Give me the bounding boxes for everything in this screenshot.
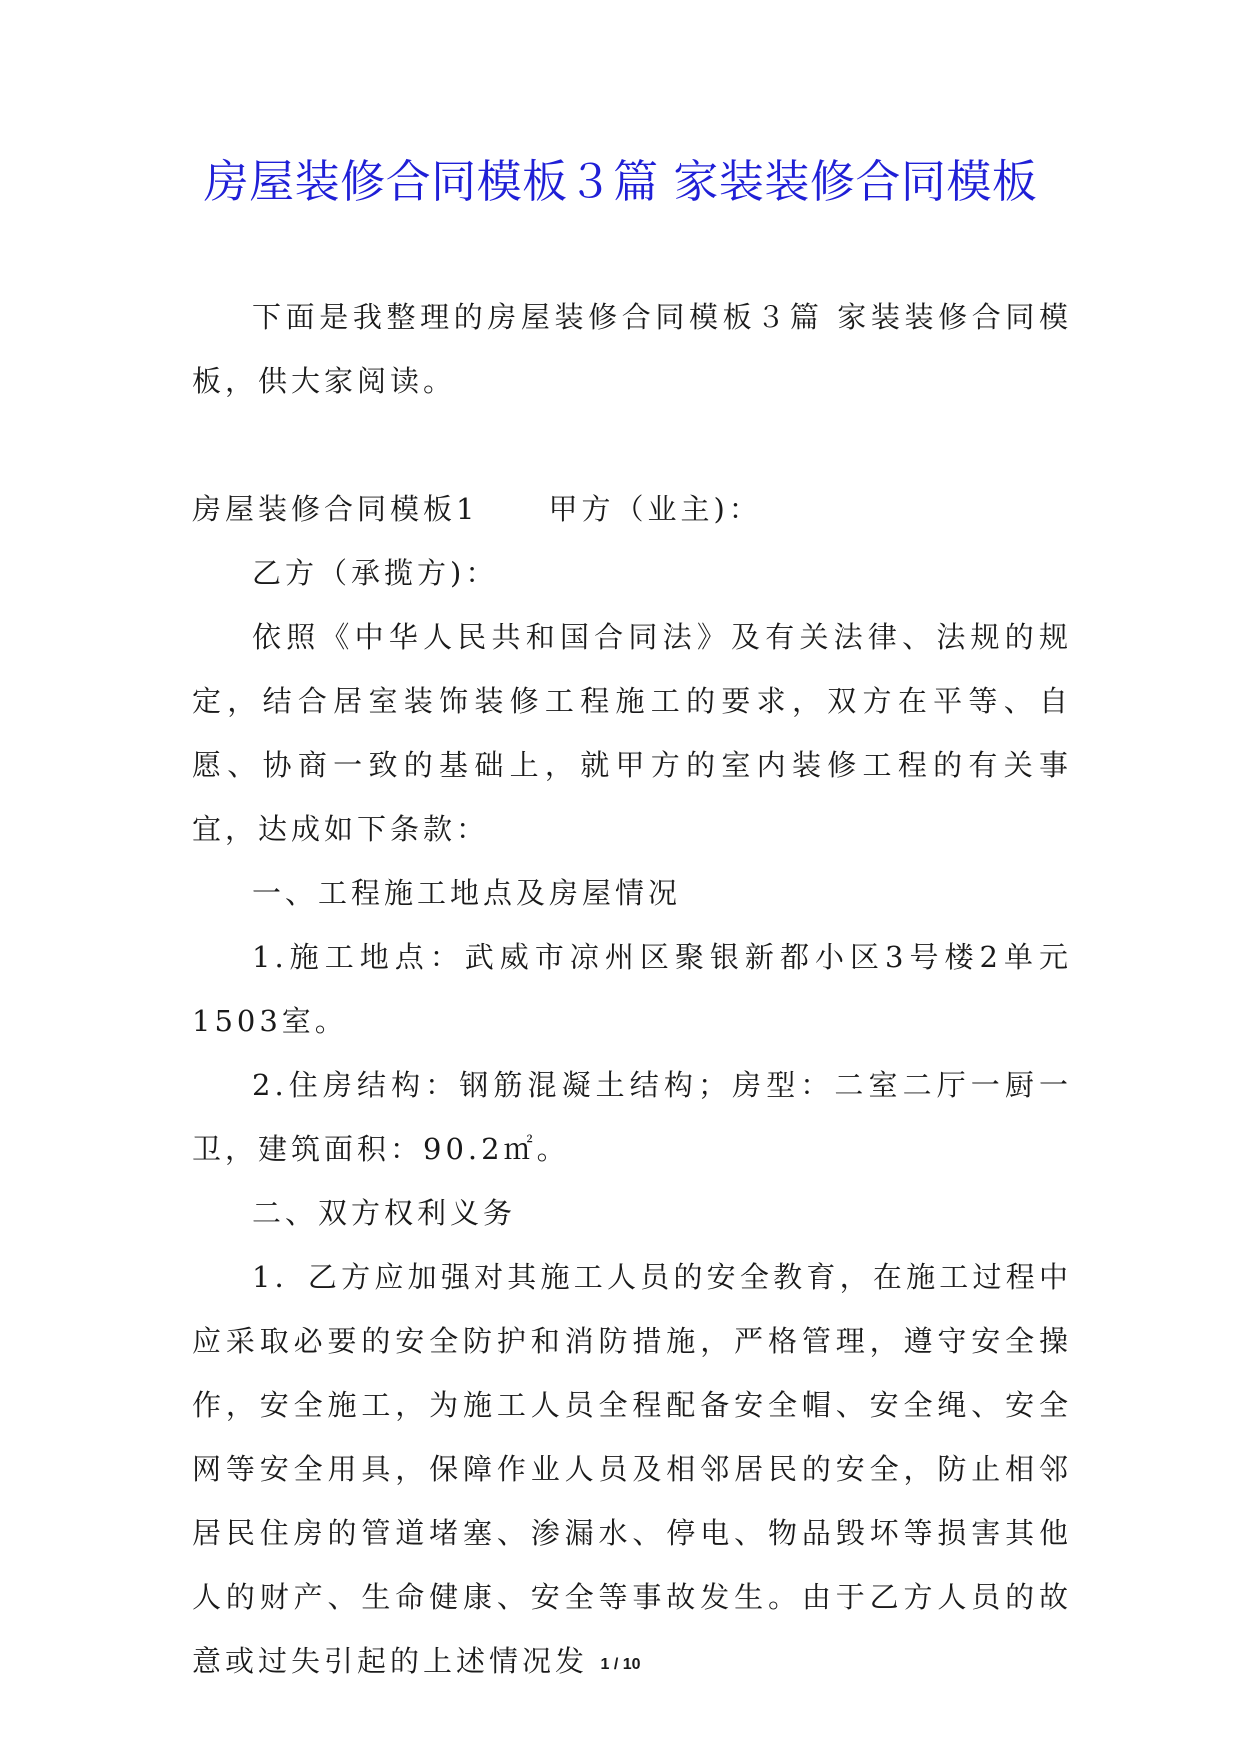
body-paragraph: 依照《中华人民共和国合同法》及有关法律、法规的规定，结合居室装饰装修工程施工的要求，双方在平等、自愿、协商一致的基础上，就甲方的室内装修工程的有关事宜，达成如下条款： — [192, 620, 1072, 846]
body-paragraph: 2.住房结构：钢筋混凝土结构；房型：二室二厅一厨一卫，建筑面积：90.2㎡。 — [192, 1068, 1072, 1166]
section-heading: 二、双方权利义务 — [252, 1196, 517, 1230]
intro-paragraph: 下面是我整理的房屋装修合同模板３篇 家装装修合同模板，供大家阅读。 — [192, 300, 1072, 398]
document-body — [192, 285, 1072, 1693]
body-paragraph: 1.施工地点：武威市凉州区聚银新都小区3号楼2单元1503室。 — [192, 940, 1072, 1038]
template-heading-line — [192, 477, 1072, 541]
document-title: 房屋装修合同模板３篇 家装装修合同模板 — [203, 155, 1038, 208]
party-b-line: 乙方（承揽方)： — [252, 556, 499, 590]
page-number: 1 / 10 — [600, 1656, 641, 1673]
body-paragraph: 1．乙方应加强对其施工人员的安全教育，在施工过程中应采取必要的安全防护和消防措施，严格管理，遵守安全操作，安全施工，为施工人员全程配备安全帽、安全绳、安全网等安全用具，保障作业人员及相邻居民的安全，防止相邻居民住房的管道堵塞、渗漏水、停电、物品毁坏等损害其他人的财产、生命健康、安全等事故发生。由于乙方人员的故意或过失引起的上述情况发 — [192, 1260, 1072, 1678]
template-heading: 房屋装修合同模板1 — [192, 492, 479, 526]
section-heading: 一、工程施工地点及房屋情况 — [252, 876, 682, 910]
party-a-line: 甲方（业主)： — [548, 492, 762, 526]
